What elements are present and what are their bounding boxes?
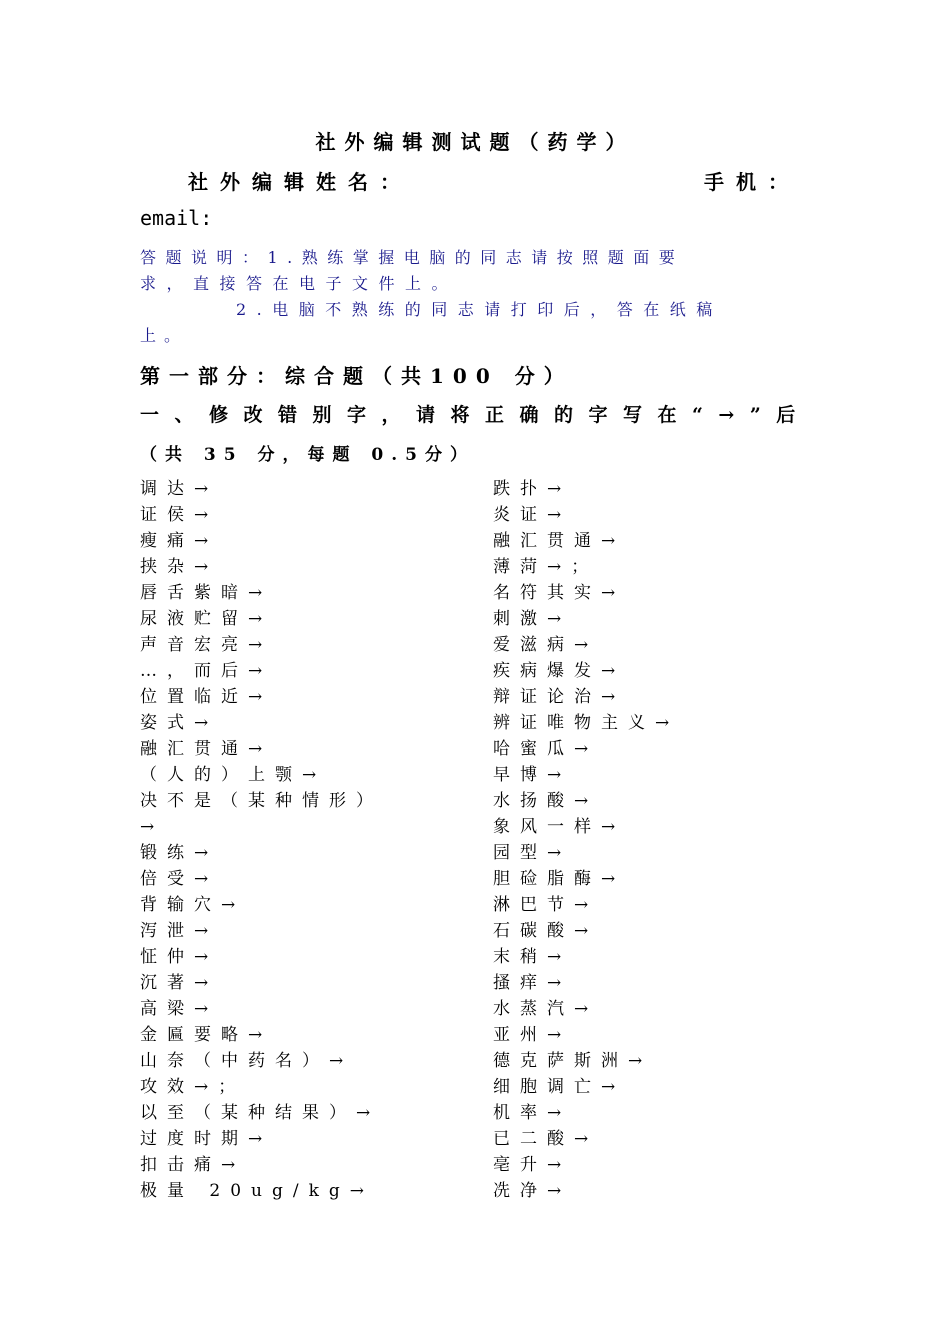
correction-item: 胆硷脂酶→	[493, 869, 626, 889]
correction-item: 山奈（中药名）→	[140, 1051, 354, 1071]
correction-item: 证侯→	[140, 505, 219, 525]
correction-item: 薄菏→；	[493, 557, 599, 577]
email-label: email:	[140, 206, 213, 230]
instructions-line-1: 答题说明：1.熟练掌握电脑的同志请按照题面要	[140, 248, 685, 267]
correction-item: 名符其实→	[493, 583, 626, 603]
correction-item: 位置临近→	[140, 687, 273, 707]
correction-item: 辨证唯物主义→	[493, 713, 680, 733]
correction-item: 冼净→	[493, 1181, 572, 1201]
correction-item: 跌扑→	[493, 479, 572, 499]
correction-item: 亚州→	[493, 1025, 572, 1045]
correction-item: 细胞调亡→	[493, 1077, 626, 1097]
correction-item: 攻效→；	[140, 1077, 246, 1097]
correction-item: 姿式→	[140, 713, 219, 733]
correction-item: 炎证→	[493, 505, 572, 525]
correction-item: 石碳酸→	[493, 921, 599, 941]
correction-item: 已二酸→	[493, 1129, 599, 1149]
instructions-line-4: 上。	[140, 326, 189, 345]
correction-item: （人的）上颚→	[140, 765, 327, 785]
correction-item: 哈蜜瓜→	[493, 739, 599, 759]
correction-item: 亳升→	[493, 1155, 572, 1175]
correction-item: 调达→	[140, 479, 219, 499]
phone-label: 手机：	[704, 170, 800, 194]
correction-item: 泻泄→	[140, 921, 219, 941]
correction-item: 水扬酸→	[493, 791, 599, 811]
correction-item: 爱滋病→	[493, 635, 599, 655]
left-word-column	[140, 476, 383, 1204]
correction-item: 扣击痛→	[140, 1155, 246, 1175]
correction-item: 象风一样→	[493, 817, 626, 837]
correction-item: 高梁→	[140, 999, 219, 1019]
correction-item: 沉著→	[140, 973, 219, 993]
correction-item: 锻练→	[140, 843, 219, 863]
correction-item: 融汇贯通→	[493, 531, 626, 551]
correction-item: 水蒸汽→	[493, 999, 599, 1019]
correction-item: 唇舌紫暗→	[140, 583, 273, 603]
correction-item: 声音宏亮→	[140, 635, 273, 655]
correction-item: 极量 20ug/kg→	[140, 1181, 375, 1201]
correction-item: 机率→	[493, 1103, 572, 1123]
question-one-heading: 一、修改错别字，请将正确的字写在“→”后	[140, 404, 811, 426]
correction-item: 疾病爆发→	[493, 661, 626, 681]
instructions-line-3: 2.电脑不熟练的同志请打印后，答在纸稿	[236, 300, 723, 319]
instructions-line-2: 求，直接答在电子文件上。	[140, 274, 459, 293]
correction-item: 早博→	[493, 765, 572, 785]
editor-name-label: 社外编辑姓名：	[188, 170, 412, 194]
correction-item: 尿液贮留→	[140, 609, 273, 629]
correction-item: 刺激→	[493, 609, 572, 629]
correction-item: 搔痒→	[493, 973, 572, 993]
correction-item: 过度时期→	[140, 1129, 273, 1149]
correction-item: 金匾要略→	[140, 1025, 273, 1045]
correction-item: 倍受→	[140, 869, 219, 889]
correction-item: 挟杂→	[140, 557, 219, 577]
correction-item: 背输穴→	[140, 895, 246, 915]
correction-item: 瘦痛→	[140, 531, 219, 551]
correction-item: 末稍→	[493, 947, 572, 967]
question-one-score: （共 35 分，每题 0.5分）	[140, 445, 475, 465]
correction-item: 德克萨斯洲→	[493, 1051, 653, 1071]
correction-item: 以至（某种结果）→	[140, 1103, 381, 1123]
correction-item: 辩证论治→	[493, 687, 626, 707]
correction-item: →	[140, 817, 165, 837]
document-title: 社外编辑测试题（药学）	[315, 130, 635, 154]
part-one-heading: 第一部分：综合题（共100 分）	[140, 364, 573, 388]
correction-item: 决不是（某种情形）	[140, 791, 383, 811]
correction-item: …，而后→	[140, 661, 273, 681]
correction-item: 怔仲→	[140, 947, 219, 967]
correction-item: 融汇贯通→	[140, 739, 273, 759]
correction-item: 淋巴节→	[493, 895, 599, 915]
right-word-column	[493, 476, 679, 1204]
correction-item: 园型→	[493, 843, 572, 863]
